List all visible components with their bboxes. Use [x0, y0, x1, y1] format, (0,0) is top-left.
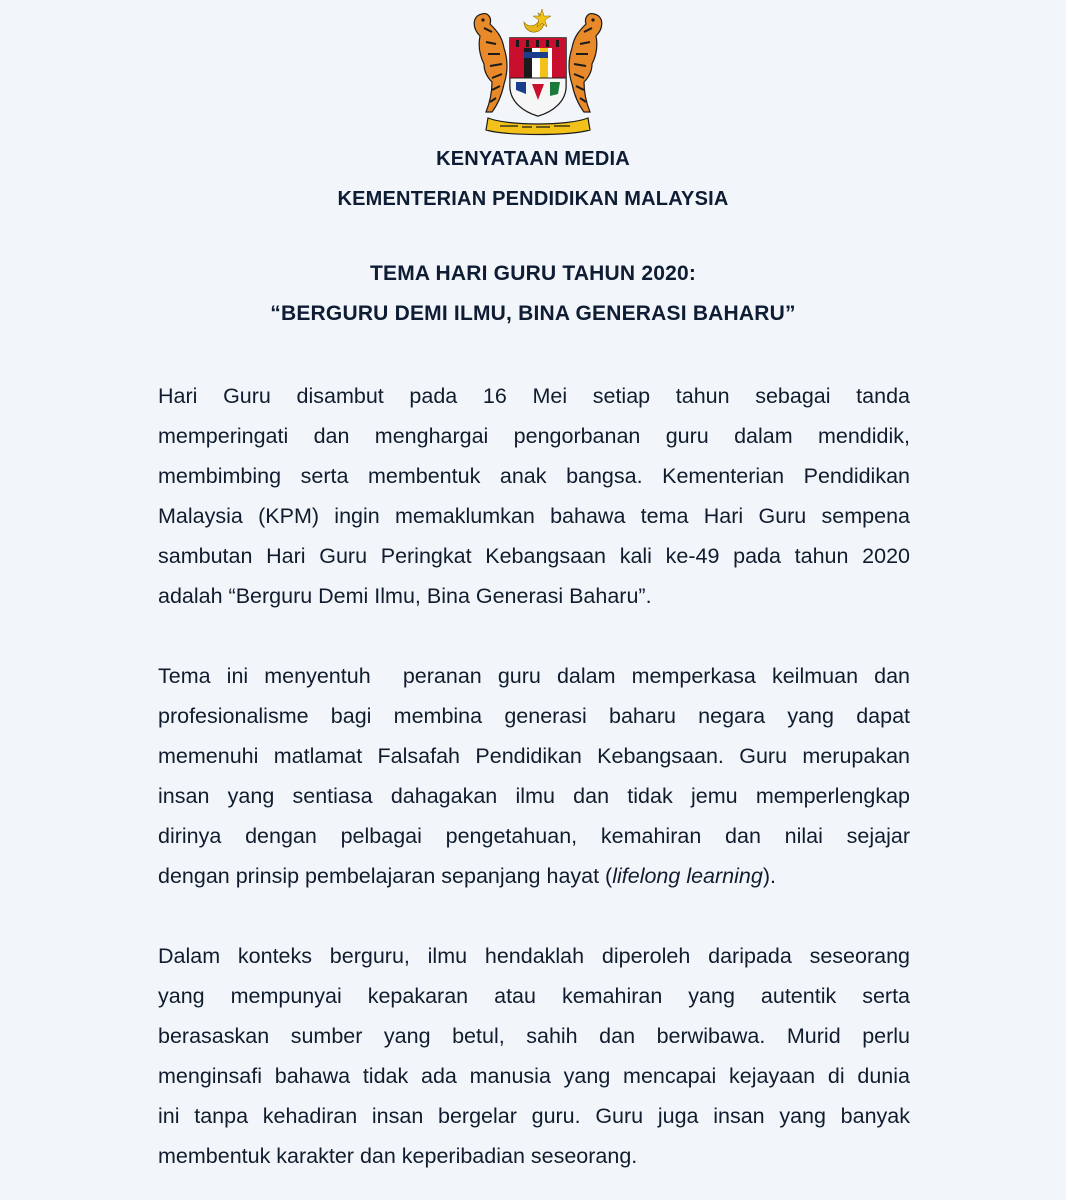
- star-crescent-icon: [524, 9, 551, 32]
- paragraph-line: Hari Guru disambut pada 16 Mei setiap tahun sebagai tanda: [158, 384, 910, 408]
- paragraph-line: menginsafi bahawa tidak ada manusia yang mencapai kejayaan di dunia: [158, 1064, 910, 1088]
- paragraph-line: adalah “Berguru Demi Ilmu, Bina Generasi Baharu”.: [158, 584, 652, 608]
- paragraph-text: dengan prinsip pembelajaran sepanjang hayat (: [158, 864, 613, 888]
- paragraph-line: berasaskan sumber yang betul, sahih dan berwibawa. Murid perlu: [158, 1024, 910, 1048]
- paragraph-3: [158, 936, 910, 1176]
- paragraph-line: profesionalisme bagi membina generasi baharu negara yang dapat: [158, 704, 910, 728]
- paragraph-line: Tema ini menyentuh peranan guru dalam memperkasa keilmuan dan: [158, 664, 910, 688]
- shield-icon: [510, 38, 566, 116]
- paragraph-line-last: [158, 856, 910, 896]
- paragraph-line: membentuk karakter dan keperibadian seseorang.: [158, 1144, 638, 1168]
- paragraph-line: dirinya dengan pelbagai pengetahuan, kemahiran dan nilai sejajar: [158, 824, 910, 848]
- paragraph-line: ini tanpa kehadiran insan bergelar guru. Guru juga insan yang banyak: [158, 1104, 910, 1128]
- malaysia-coat-of-arms-logo: [458, 8, 618, 136]
- motto-scroll-icon: [486, 118, 590, 135]
- left-tiger-icon: [474, 14, 507, 112]
- paragraph-2: [158, 656, 910, 896]
- paragraph-line: yang mempunyai kepakaran atau kemahiran yang autentik serta: [158, 984, 910, 1008]
- paragraph-1: [158, 376, 910, 616]
- paragraph-line: insan yang sentiasa dahagakan ilmu dan tidak jemu memperlengkap: [158, 784, 910, 808]
- paragraph-text: ).: [762, 864, 776, 888]
- italic-term: lifelong learning: [612, 864, 763, 888]
- statement-title: KENYATAAN MEDIA: [436, 148, 630, 170]
- theme-title: TEMA HARI GURU TAHUN 2020:: [369, 262, 697, 285]
- theme-slogan: “BERGURU DEMI ILMU, BINA GENERASI BAHARU”: [270, 302, 796, 325]
- paragraph-line: membimbing serta membentuk anak bangsa. Kementerian Pendidikan: [158, 464, 910, 488]
- paragraph-line: sambutan Hari Guru Peringkat Kebangsaan kali ke-49 pada tahun 2020: [158, 544, 910, 568]
- paragraph-line: Dalam konteks berguru, ilmu hendaklah diperoleh daripada seseorang: [158, 944, 910, 968]
- paragraph-line: memenuhi matlamat Falsafah Pendidikan Kebangsaan. Guru merupakan: [158, 744, 910, 768]
- paragraph-line: memperingati dan menghargai pengorbanan guru dalam mendidik,: [158, 424, 910, 448]
- paragraph-line: Malaysia (KPM) ingin memaklumkan bahawa tema Hari Guru sempena: [158, 504, 910, 528]
- ministry-name: KEMENTERIAN PENDIDIKAN MALAYSIA: [337, 188, 729, 210]
- right-tiger-icon: [569, 14, 602, 112]
